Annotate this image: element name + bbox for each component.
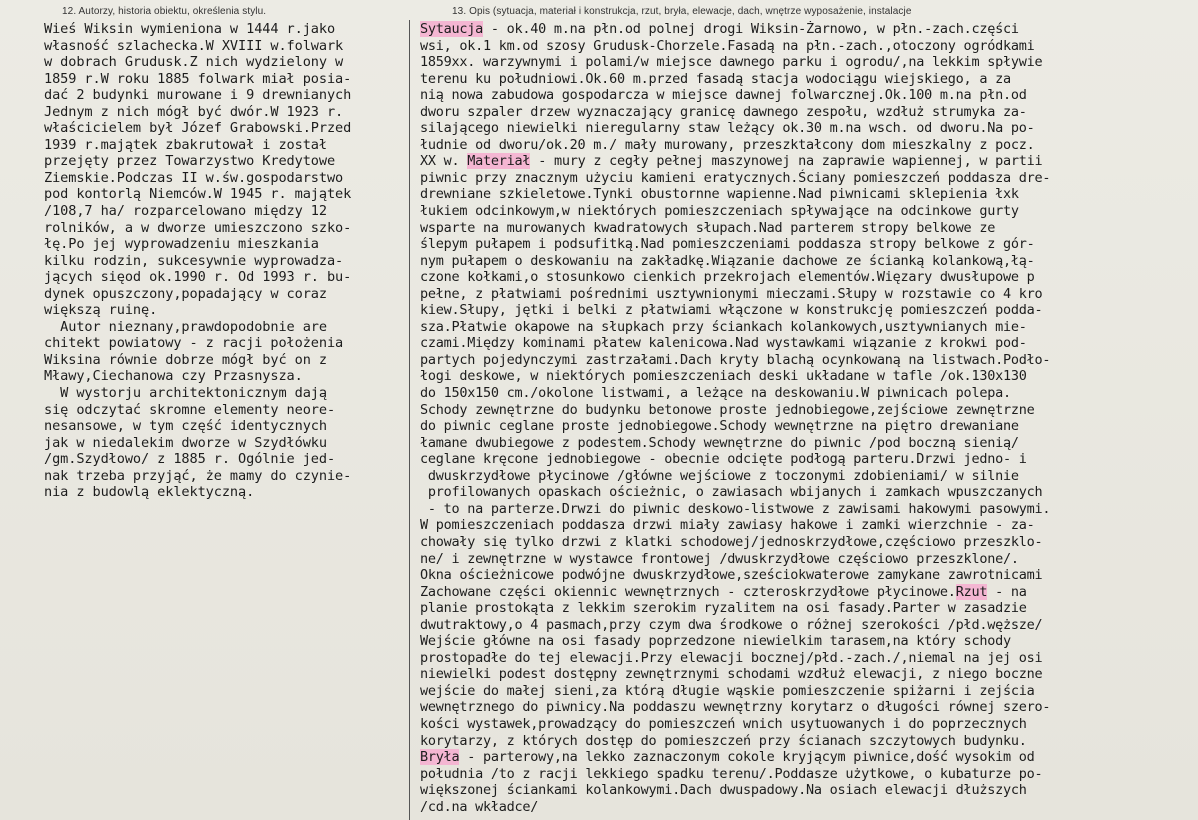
line-text: łudnie od dworu/ok.20 m./ mały murowany, przeszktałcony dom mieszkalny z pocz.	[420, 136, 1035, 153]
line-text: wsparte na murowanych kwadratowych słupach.Nad parterem stropy belkowe ze	[420, 219, 996, 236]
history-line: dać 2 budynki murowane i 9 drewnianych	[44, 87, 352, 104]
description-line	[420, 87, 1196, 104]
description-line	[420, 451, 1196, 468]
description-line	[420, 236, 1196, 253]
history-line: większą ruinę.	[44, 302, 158, 319]
line-text: - to na parterze.Drwzi do piwnic deskowo-listwowe z zawisami hakowymi pasowymi.	[420, 500, 1051, 517]
line-text: ślepym pułapem i podsufitką.Nad pomieszczeniami poddasza stropy belkowe z gór-	[420, 236, 1035, 253]
line-text: kiew.Słupy, jętki i belki z płatwiami włączone w konstrukcję pomieszczeń podda-	[420, 302, 1043, 319]
description-line	[420, 418, 1196, 435]
line-text: kości wystawek,prowadzący do pomieszczeń wnich usytuowanych i do poprzecznych	[420, 715, 1027, 732]
description-line	[420, 600, 1196, 617]
line-text: W pomieszczeniach poddasza drzwi miały zawiasy hakowe i zamki wierzchnie - za-	[420, 517, 1035, 534]
line-text: drewniane szkieletowe.Tynki obustornne wapienne.Nad piwnicami sklepienia łxk	[420, 186, 1019, 203]
line-text: łamane dwubiegowe z podestem.Schody wewnętrzne do piwnic /pod boczną sienią/	[420, 434, 1019, 451]
history-line: w dobrach Grudusk.Z nich wydzielony w	[44, 54, 344, 71]
description-line	[420, 186, 1196, 203]
line-text: dwuskrzydłowe płycinowe /główne wejściowe z toczonymi zdobieniami/ w silnie	[420, 467, 1019, 484]
line-text: Wejście główne na osi fasady poprzedzone niewielkim tarasem,na który schody	[420, 633, 1011, 650]
description-line	[420, 567, 1196, 584]
history-column	[44, 21, 408, 501]
history-line: /108,7 ha/ rozparcelowano między 12	[44, 203, 327, 220]
section-heading-highlight: Materiał	[467, 153, 531, 170]
description-line	[420, 699, 1196, 716]
description-line	[420, 534, 1196, 551]
description-line	[420, 584, 1196, 601]
description-line	[420, 666, 1196, 683]
line-text: profilowanych opaskach ościeżnic, o zawiasach wbijanych i zamkach wpuszczanych	[420, 484, 1043, 501]
description-line	[420, 104, 1196, 121]
description-line	[420, 71, 1196, 88]
history-line: /gm.Szydłowo/ z 1885 r. Ogólnie jed-	[44, 451, 336, 468]
line-text: ceglane kręcone jednobiegowe - obecnie odcięte podłogą parteru.Drzwi jedno- i	[420, 451, 1027, 468]
description-line	[420, 368, 1196, 385]
line-text: do piwnic ceglane proste jednobiegowe.Schody wewnętrzne na piętro drewaniane	[420, 418, 1019, 435]
line-text: /cd.na wkładce/	[420, 798, 539, 815]
line-text: Okna ościeżnicowe podwójne dwuskrzydłowe,sześciokwaterowe zamykane zawrotnicami	[420, 567, 1043, 584]
left-column-header: 12. Autorzy, historia obiektu, określenia stylu.	[62, 6, 267, 17]
history-line: Wiksina równie dobrze mógł być on z	[44, 351, 327, 368]
description-line	[420, 617, 1196, 634]
history-line: jak w niedalekim dworze w Szydłówku	[44, 434, 327, 451]
history-line: Autor nieznany,prawdopodobnie are	[44, 318, 327, 335]
description-line	[420, 733, 1196, 750]
line-text: łukiem odcinkowym,w niektórych pomieszczeniach spływające na odcinkowe gurty	[420, 203, 1019, 220]
description-line	[420, 170, 1196, 187]
history-line: przejęty przez Towarzystwo Kredytowe	[44, 153, 336, 170]
description-line	[420, 54, 1196, 71]
history-line: W wystorju architektonicznym dają	[44, 385, 327, 402]
section-heading-highlight: Rzut	[955, 583, 988, 600]
history-line: własność szlachecka.W XVIII w.folwark	[44, 37, 344, 54]
line-text: Schody zewnętrzne do budynku betonowe proste jednobiegowe,zejściowe zewnętrzne	[420, 401, 1035, 418]
line-text: wsi, ok.1 km.od szosy Grudusk-Chorzele.Fasadą na płn.-zach.,otoczony ogródkami	[420, 37, 1035, 54]
line-text: partych pojedynczymi zastrzałami.Dach kryty blachą ocynkowaną na listwach.Podło-	[420, 351, 1051, 368]
description-line	[420, 683, 1196, 700]
column-divider	[409, 20, 410, 820]
history-line: Jednym z nich mógł być dwór.W 1923 r.	[44, 103, 344, 120]
description-line	[420, 402, 1196, 419]
line-text: planie prostokąta z lekkim szerokim ryzalitem na osi fasady.Parter w zasadzie	[420, 600, 1027, 617]
description-line	[420, 468, 1196, 485]
description-line	[420, 782, 1196, 799]
description-line	[420, 120, 1196, 137]
line-text: większonej ściankami kolankowymi.Dach dwuspadowy.Na osiach elewacji dłuższych	[420, 782, 1027, 799]
description-column	[420, 21, 1196, 815]
description-line	[420, 38, 1196, 55]
line-text: - na	[987, 583, 1027, 600]
line-text: czone kołkami,o stosunkowo cienkich przekrojach elementów.Więzary dwusłupowe p	[420, 269, 1035, 286]
description-line	[420, 220, 1196, 237]
description-line	[420, 153, 1196, 170]
description-line	[420, 501, 1196, 518]
line-text: wewnętrznego do piwnicy.Na poddaszu wewnętrzny korytarz o długości równej szero-	[420, 699, 1051, 716]
line-text: - parterowy,na lekko zaznaczonym cokole kryjącym piwnice,dość wysokim od	[459, 749, 1035, 766]
line-text: łogi deskowe, w niektórych pomieszczeniach deski układane w tafle /ok.130x130	[420, 368, 1027, 385]
history-line: nak trzeba przyjąć, że mamy do czynie-	[44, 467, 352, 484]
line-text: Zachowane części okiennic wewnętrznych - czteroskrzydłowe płycinowe.	[420, 583, 956, 600]
description-line	[420, 319, 1196, 336]
line-text: prostopadłe do tej elewacji.Przy elewacji bocznej/płd.-zach./,niemal na jej osi	[420, 649, 1043, 666]
history-line: dynek opuszczony,popadający w coraz	[44, 285, 327, 302]
history-line: rolników, a w dworze umieszczono szko-	[44, 219, 352, 236]
line-text: wejście do małej sieni,za którą długie wąskie pomieszczenie spiżarni i zejścia	[420, 682, 1035, 699]
line-text: XX w.	[420, 153, 468, 170]
line-text: 1859xx. warzywnymi i polami/w miejsce dawnego parku i ogrodu/,na lekkim spływie	[420, 54, 1043, 71]
history-line: chitekt powiatowy - z racji położenia	[44, 335, 344, 352]
history-line: nesansowe, w tym część identycznych	[44, 418, 327, 435]
history-line: się odczytać skromne elementy neore-	[44, 401, 336, 418]
description-line	[420, 716, 1196, 733]
line-text: silającego niewielki nieregularny staw leżący ok.30 m.na wsch. od dworu.Na po-	[420, 120, 1035, 137]
description-line	[420, 484, 1196, 501]
description-line	[420, 551, 1196, 568]
history-line: właścicielem był Józef Grabowski.Przed	[44, 120, 352, 137]
line-text: piwnic przy znacznym użyciu kamieni eratycznych.Ściany pomieszczeń poddasza dre-	[420, 169, 1051, 186]
line-text: nym pułapem o deskowaniu na zakładkę.Wiązanie dachowe ze ścianką kolankową,łą-	[420, 252, 1035, 269]
history-line: jących sięod ok.1990 r. Od 1993 r. bu-	[44, 269, 352, 286]
description-line	[420, 203, 1196, 220]
history-line: 1939 r.majątek zbakrutował i został	[44, 136, 327, 153]
line-text: - ok.40 m.na płn.od polnej drogi Wiksin-Żarnowo, w płn.-zach.części	[483, 21, 1019, 37]
description-line	[420, 385, 1196, 402]
line-text: korytarzy, z których dostęp do pomieszczeń przy ścianach szczytowych budynku.	[420, 732, 1027, 749]
description-line	[420, 352, 1196, 369]
line-text: dworu szpaler drzew wyznaczający granicę dawnego zespołu, wzdłuż strumyka za-	[420, 103, 1027, 120]
section-heading-highlight: Sytaucja	[420, 21, 484, 37]
line-text: terenu ku południowi.Ok.60 m.przed fasadą stacja wodociągu wiejskiego, a za	[420, 70, 1011, 87]
history-line: kilku rodzin, sukcesywnie wyprowadza-	[44, 252, 344, 269]
line-text: niewielki podest dostępny zewnętrznymi schodami wzdłuż elewacji, z niego boczne	[420, 666, 1043, 683]
line-text: chowały się tylko drzwi z klatki schodowej/jednoskrzydłowe,częściowo przeszklo-	[420, 533, 1043, 550]
line-text: ne/ i zewnętrzne w wystawce frontowej /dwuskrzydłowe częściowo przeszklone/.	[420, 550, 1019, 567]
line-text: dwutraktowy,o 4 pasmach,przy czym dwa środkowe o różnej szerokości /płd.węższe/	[420, 616, 1043, 633]
line-text: pełne, z płatwiami pośrednimi usztywnionymi mieczami.Słupy w rozstawie co 4 kro	[420, 285, 1043, 302]
description-line	[420, 435, 1196, 452]
description-line	[420, 749, 1196, 766]
line-text: - mury z cegły pełnej maszynowej na zaprawie wapiennej, w partii	[530, 153, 1043, 170]
history-line: Mławy,Ciechanowa czy Przasnysza.	[44, 368, 303, 385]
description-line	[420, 633, 1196, 650]
history-line: 1859 r.W roku 1885 folwark miał posia-	[44, 70, 352, 87]
description-line	[420, 650, 1196, 667]
history-line: łę.Po jej wyprowadzeniu mieszkania	[44, 236, 319, 253]
line-text: nią nowa zabudowa gospodarcza w miejsce dawnej folwarcznej.Ok.100 m.na płn.od	[420, 87, 1027, 104]
description-line	[420, 253, 1196, 270]
description-line	[420, 286, 1196, 303]
line-text: czami.Między kominami płatew kalenicowa.Nad wystawkami wiązanie z krokwi pod-	[420, 335, 1027, 352]
description-line	[420, 799, 1196, 816]
description-line	[420, 269, 1196, 286]
history-line: Wieś Wiksin wymieniona w 1444 r.jako	[44, 21, 336, 37]
line-text: do 150x150 cm./okolone listwami, a leżące na deskowaniu.W piwnicach polepa.	[420, 385, 1011, 402]
right-column-header: 13. Opis (sytuacja, materiał i konstrukcja, rzut, bryła, elewacje, dach, wnętrze wyposażenie, instalacje	[452, 6, 912, 17]
history-line: pod kontorlą Niemców.W 1945 r. majątek	[44, 186, 352, 203]
description-line	[420, 517, 1196, 534]
description-line	[420, 302, 1196, 319]
line-text: sza.Płatwie okapowe na słupkach przy ściankach kolankowych,usztywnianych mie-	[420, 318, 1027, 335]
description-line	[420, 21, 1196, 38]
description-line	[420, 766, 1196, 783]
description-line	[420, 137, 1196, 154]
history-line: Ziemskie.Podczas II w.św.gospodarstwo	[44, 169, 344, 186]
history-line: nia z budowlą eklektyczną.	[44, 484, 255, 501]
line-text: południa /to z racji lekkiego spadku terenu/.Poddasze użytkowe, o kubaturze po-	[420, 765, 1043, 782]
description-line	[420, 335, 1196, 352]
section-heading-highlight: Bryła	[420, 749, 460, 766]
